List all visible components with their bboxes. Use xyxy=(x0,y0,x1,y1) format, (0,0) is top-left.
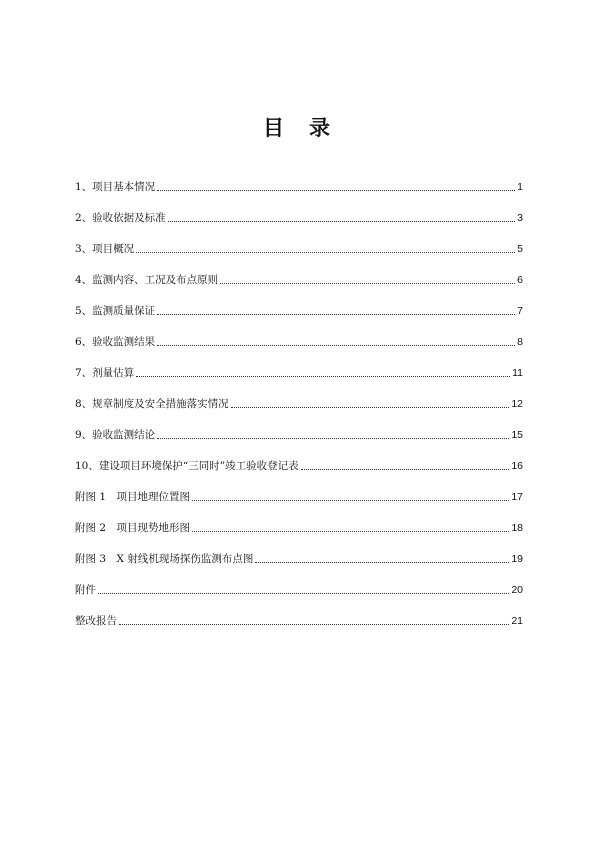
toc-entry[interactable] xyxy=(75,286,523,317)
toc-entry-page: 20 xyxy=(511,584,523,596)
toc-entry-page: 8 xyxy=(517,336,523,348)
toc-entry-page: 17 xyxy=(511,491,523,503)
toc-entry-page: 1 xyxy=(517,181,523,193)
toc-entry-label: 8、规章制度及安全措施落实情况 xyxy=(75,398,229,410)
toc-dot-leader xyxy=(157,313,515,315)
toc-dot-leader xyxy=(136,375,510,377)
toc-title: 目 录 xyxy=(263,116,332,140)
toc-dot-leader xyxy=(157,189,515,191)
toc-dot-leader xyxy=(119,623,509,625)
toc-entry[interactable] xyxy=(75,503,523,534)
toc-entry-label: 附图 3 X 射线机现场探伤监测布点图 xyxy=(75,553,254,565)
toc-entry-label: 10、建设项目环境保护“三同时”竣工验收登记表 xyxy=(75,460,299,472)
toc-entry-page: 5 xyxy=(517,243,523,255)
toc-entry-label: 5、监测质量保证 xyxy=(75,305,156,317)
toc-dot-leader xyxy=(192,530,509,532)
toc-entry-page: 16 xyxy=(511,460,523,472)
toc-entry-page: 6 xyxy=(517,274,523,286)
toc-dot-leader xyxy=(301,468,510,470)
toc-entry[interactable] xyxy=(75,317,523,348)
toc-dot-leader xyxy=(98,592,509,594)
toc-dot-leader xyxy=(157,437,509,439)
toc-entry-label: 3、项目概况 xyxy=(75,243,135,255)
toc-entry[interactable] xyxy=(75,224,523,255)
toc-entry-label: 6、验收监测结果 xyxy=(75,336,156,348)
toc-entry[interactable] xyxy=(75,379,523,410)
toc-entry[interactable] xyxy=(75,193,523,224)
toc-entry-page: 15 xyxy=(511,429,523,441)
toc-entry[interactable] xyxy=(75,534,523,565)
toc-entry-label: 1、项目基本情况 xyxy=(75,181,156,193)
toc-dot-leader xyxy=(231,406,510,408)
toc-entry-label: 2、验收依据及标准 xyxy=(75,212,166,224)
toc-entry[interactable] xyxy=(75,255,523,286)
toc-list xyxy=(75,162,523,627)
toc-entry[interactable] xyxy=(75,348,523,379)
toc-dot-leader xyxy=(157,344,515,346)
toc-entry[interactable] xyxy=(75,596,523,627)
toc-entry-label: 附件 xyxy=(75,584,96,596)
toc-entry[interactable] xyxy=(75,565,523,596)
toc-dot-leader xyxy=(168,220,515,222)
toc-entry-page: 12 xyxy=(511,398,523,410)
toc-entry-label: 整改报告 xyxy=(75,615,117,627)
toc-entry-page: 19 xyxy=(511,553,523,565)
toc-entry[interactable] xyxy=(75,441,523,472)
toc-entry-label: 附图 1 项目地理位置图 xyxy=(75,491,191,503)
toc-entry-page: 3 xyxy=(517,212,523,224)
toc-dot-leader xyxy=(255,561,509,563)
toc-dot-leader xyxy=(136,251,515,253)
toc-entry-page: 11 xyxy=(512,367,523,379)
toc-entry-page: 7 xyxy=(517,305,523,317)
toc-entry[interactable] xyxy=(75,472,523,503)
toc-entry-label: 4、监测内容、工况及布点原则 xyxy=(75,274,219,286)
toc-entry-page: 21 xyxy=(511,615,523,627)
toc-entry[interactable] xyxy=(75,410,523,441)
toc-entry-label: 9、验收监测结论 xyxy=(75,429,156,441)
toc-entry-page: 18 xyxy=(511,522,523,534)
toc-dot-leader xyxy=(220,282,515,284)
toc-entry-label: 附图 2 项目现势地形图 xyxy=(75,522,191,534)
toc-dot-leader xyxy=(192,499,509,501)
toc-entry[interactable] xyxy=(75,162,523,193)
toc-entry-label: 7、剂量估算 xyxy=(75,367,135,379)
